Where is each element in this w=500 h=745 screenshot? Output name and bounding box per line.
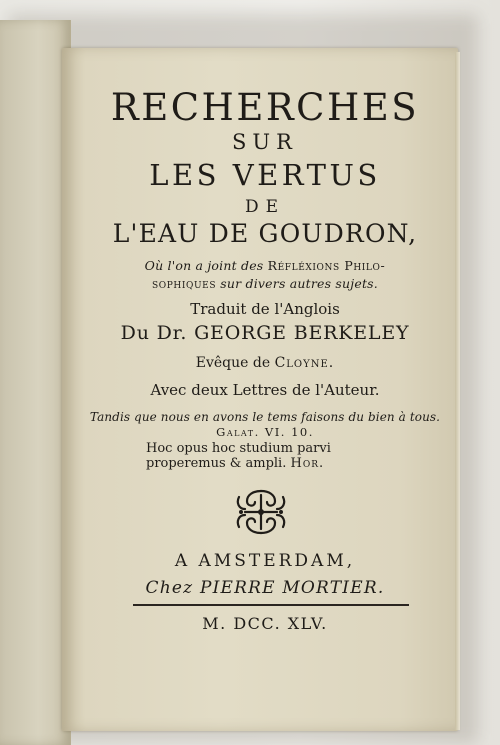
epigraph-citation: Galat. VI. 10. xyxy=(216,425,314,439)
bishop-see: Cloyne. xyxy=(274,355,335,371)
epigraph-line-1: Tandis que nous en avons le tems faisons du bien à tous. xyxy=(89,410,441,424)
subtitle-line-2-text: sur divers autres sujets. xyxy=(216,276,378,291)
author-line xyxy=(70,322,460,344)
author-prefix: Du Dr. xyxy=(120,322,195,344)
title-line-eau-de-goudron: L'EAU DE GOUDRON, xyxy=(112,219,418,248)
latin-epigraph-text: Hoc opus hoc studium parvi properemus & ampli. xyxy=(146,441,331,471)
subtitle-line-2 xyxy=(70,276,460,291)
publication-year: M. DCC. XLV. xyxy=(202,614,328,633)
printers-ornament-icon xyxy=(233,487,289,537)
publisher-name: PIERRE MORTIER. xyxy=(199,578,385,598)
book-cover-left xyxy=(0,20,71,745)
latin-epigraph-source: Hor. xyxy=(290,456,325,471)
bishop-text: Evêque de xyxy=(195,355,275,371)
title-line-de: DE xyxy=(244,197,286,217)
letters-line: Avec deux Lettres de l'Auteur. xyxy=(150,381,380,399)
publisher-line xyxy=(70,578,460,598)
publication-city: A AMSTERDAM, xyxy=(174,551,356,571)
title-line-les-vertus: LES VERTUS xyxy=(149,158,381,192)
title-line-recherches: RECHERCHES xyxy=(110,86,420,129)
subtitle-reflexions: Réfléxions Philo- xyxy=(267,258,386,273)
subtitle-line-1-text: Où l'on a joint des xyxy=(144,258,268,273)
subtitle-sophiques: sophiques xyxy=(152,276,217,291)
author-name: GEORGE BERKELEY xyxy=(194,322,410,344)
title-line-sur: SUR xyxy=(232,130,298,154)
translated-line: Traduit de l'Anglois xyxy=(190,300,340,318)
horizontal-rule xyxy=(133,604,409,606)
publisher-prefix: Chez xyxy=(145,578,200,598)
latin-epigraph xyxy=(146,441,406,471)
bishop-line xyxy=(70,355,460,371)
subtitle-line-1 xyxy=(70,258,460,273)
